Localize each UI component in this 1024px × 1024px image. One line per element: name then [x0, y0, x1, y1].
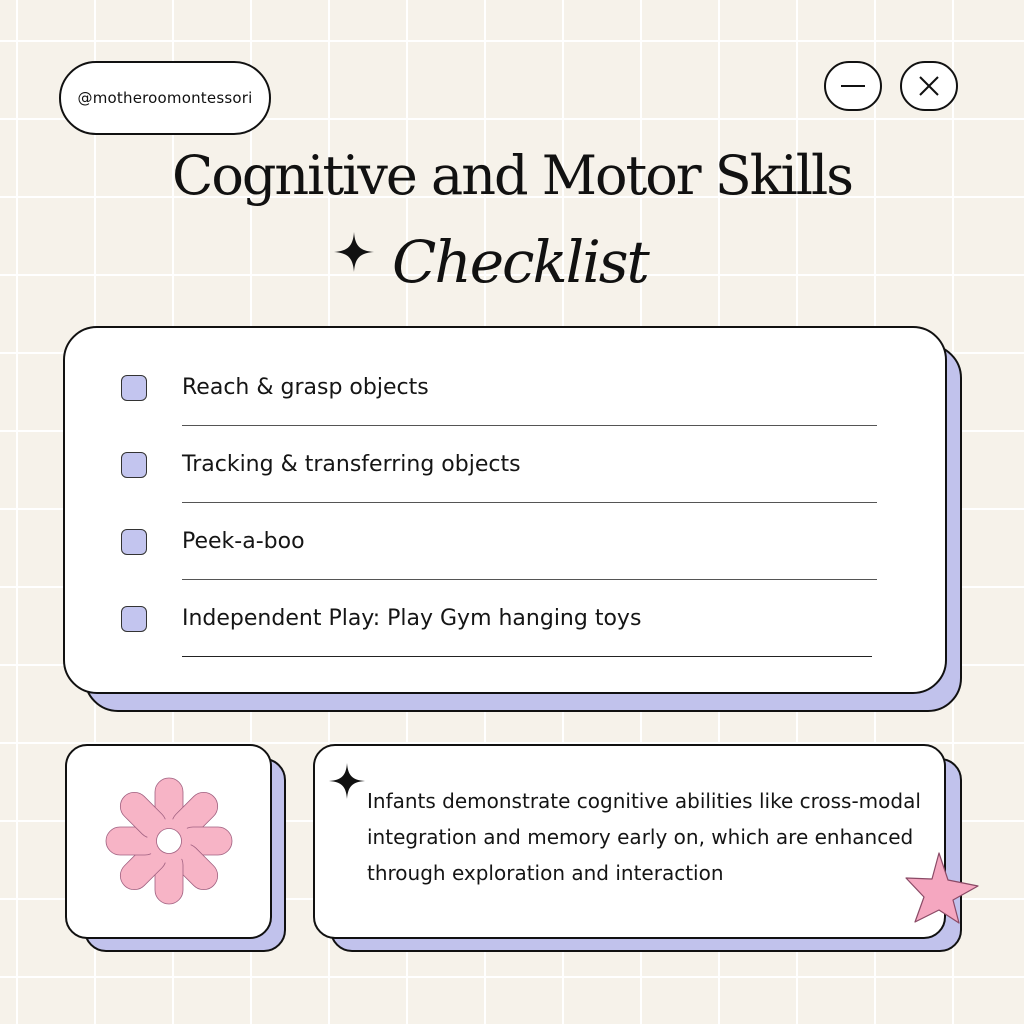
page-subtitle: Checklist [392, 228, 648, 296]
checklist-item-label: Independent Play: Play Gym hanging toys [182, 606, 642, 631]
page-title: Cognitive and Motor Skills [172, 144, 852, 207]
minus-icon [840, 84, 866, 88]
minimize-button[interactable] [824, 61, 882, 111]
divider [182, 502, 877, 503]
checkbox-tracking-transferring[interactable] [121, 452, 147, 478]
sparkle-icon [334, 232, 374, 272]
sparkle-icon [329, 763, 365, 799]
divider [182, 579, 877, 580]
checkbox-peek-a-boo[interactable] [121, 529, 147, 555]
divider [182, 656, 872, 657]
flower-icon [104, 776, 234, 906]
checklist-item-label: Peek-a-boo [182, 529, 305, 554]
checkbox-reach-grasp[interactable] [121, 375, 147, 401]
handle-badge [59, 61, 271, 135]
checklist-item-label: Reach & grasp objects [182, 375, 429, 400]
divider [182, 425, 877, 426]
x-icon [917, 74, 941, 98]
checkbox-independent-play[interactable] [121, 606, 147, 632]
checklist-item-label: Tracking & transferring objects [182, 452, 521, 477]
close-button[interactable] [900, 61, 958, 111]
handle-text: @motheroomontessori [77, 89, 253, 107]
info-text-block [367, 783, 927, 891]
star-icon [902, 850, 982, 926]
info-text: Infants demonstrate cognitive abilities like cross-modal integration and memory early on, which are enhanced through exploration and interaction [367, 789, 921, 885]
